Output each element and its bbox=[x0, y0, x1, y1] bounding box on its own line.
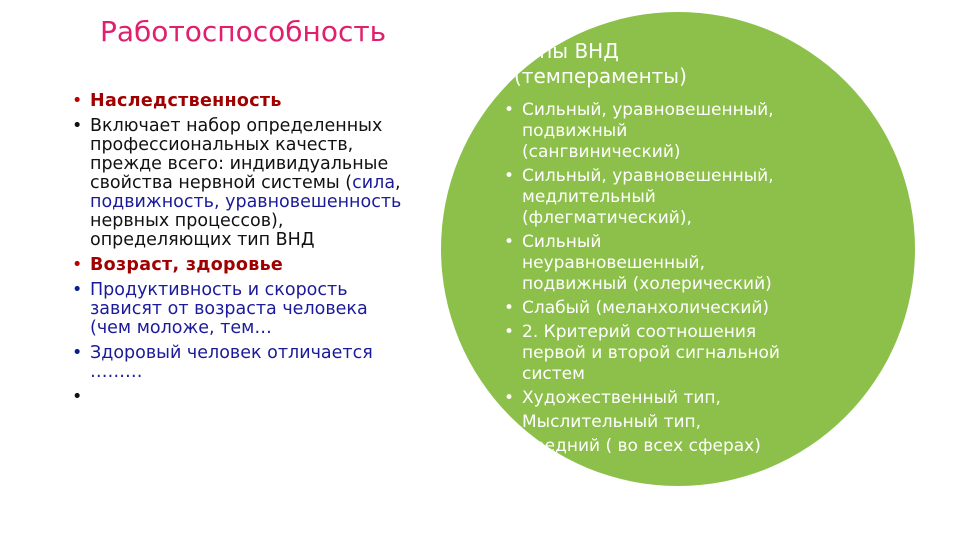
line: систем bbox=[522, 364, 585, 384]
list-item-qualities bbox=[72, 117, 402, 250]
temperament-melancholic bbox=[504, 298, 834, 319]
circle-title-line2: (темпераменты) bbox=[514, 64, 687, 88]
line: Средний ( во всех сферах) bbox=[522, 436, 761, 456]
text-part: человек отличается ……… bbox=[90, 343, 373, 382]
heading-heredity: Наследственность bbox=[90, 91, 282, 111]
temperament-phlegmatic bbox=[504, 166, 834, 229]
line: 2. Критерий соотношения bbox=[522, 322, 757, 342]
list-item-productivity bbox=[72, 281, 402, 338]
text-part: , bbox=[395, 173, 401, 193]
type-middle bbox=[504, 436, 834, 457]
list-item-age-health bbox=[72, 256, 402, 275]
bullet: • bbox=[72, 387, 83, 407]
line: первой и второй сигнальной bbox=[522, 343, 780, 363]
type-artistic bbox=[504, 388, 834, 409]
bullet: • bbox=[504, 100, 515, 120]
bullet: • bbox=[504, 388, 515, 408]
text-part: зависят от возраста человека (чем моложе, тем… bbox=[90, 299, 368, 338]
bullet: • bbox=[504, 322, 515, 342]
text-part: Включает набор определенных профессиональных качеств, прежде всего: индивидуальные свойства нервной системы ( bbox=[90, 116, 389, 193]
bullet: • bbox=[72, 280, 83, 300]
line: подвижный bbox=[522, 121, 628, 141]
temperaments-list bbox=[504, 100, 834, 460]
list-item-healthy bbox=[72, 344, 402, 382]
term-mobility-balance: подвижность, уравновешенность bbox=[90, 192, 402, 212]
bullet: • bbox=[72, 343, 83, 363]
term-strength: сила bbox=[352, 173, 396, 193]
list-item-heredity bbox=[72, 92, 402, 111]
slide-title: Работоспособность bbox=[100, 15, 387, 48]
line: Сильный bbox=[522, 232, 602, 252]
text-part: нервных процессов), определяющих тип ВНД bbox=[90, 211, 315, 250]
type-thinking bbox=[504, 412, 834, 433]
line: Сильный, уравновешенный, bbox=[522, 100, 774, 120]
term-speed: скорость bbox=[264, 280, 348, 300]
line: подвижный (холерический) bbox=[522, 274, 772, 294]
temperament-sanguine bbox=[504, 100, 834, 163]
bullet: • bbox=[504, 166, 515, 186]
line: (сангвинический) bbox=[522, 142, 681, 162]
term-healthy: Здоровый bbox=[90, 343, 182, 363]
temperaments-circle bbox=[441, 12, 915, 486]
bullet: • bbox=[72, 116, 83, 136]
criterion-signal-systems bbox=[504, 322, 834, 385]
line: Художественный тип, bbox=[522, 388, 721, 408]
line: Сильный, уравновешенный, bbox=[522, 166, 774, 186]
term-productivity: Продуктивность bbox=[90, 280, 243, 300]
heading-age-health: Возраст, здоровье bbox=[90, 255, 284, 275]
bullet: • bbox=[504, 232, 515, 252]
bullet: • bbox=[72, 255, 83, 275]
circle-title-line1: Типы ВНД bbox=[514, 39, 619, 63]
temperament-choleric bbox=[504, 232, 834, 295]
circle-title bbox=[514, 39, 814, 89]
bullet: • bbox=[72, 91, 83, 111]
line: медлительный bbox=[522, 187, 656, 207]
line: неуравновешенный, bbox=[522, 253, 705, 273]
text-part: и bbox=[242, 280, 265, 300]
left-bullet-list bbox=[72, 91, 402, 407]
bullet: • bbox=[504, 298, 515, 318]
line: Слабый (меланхолический) bbox=[522, 298, 770, 318]
line: Мыслительный тип, bbox=[522, 412, 702, 432]
line: (флегматический), bbox=[522, 208, 692, 228]
